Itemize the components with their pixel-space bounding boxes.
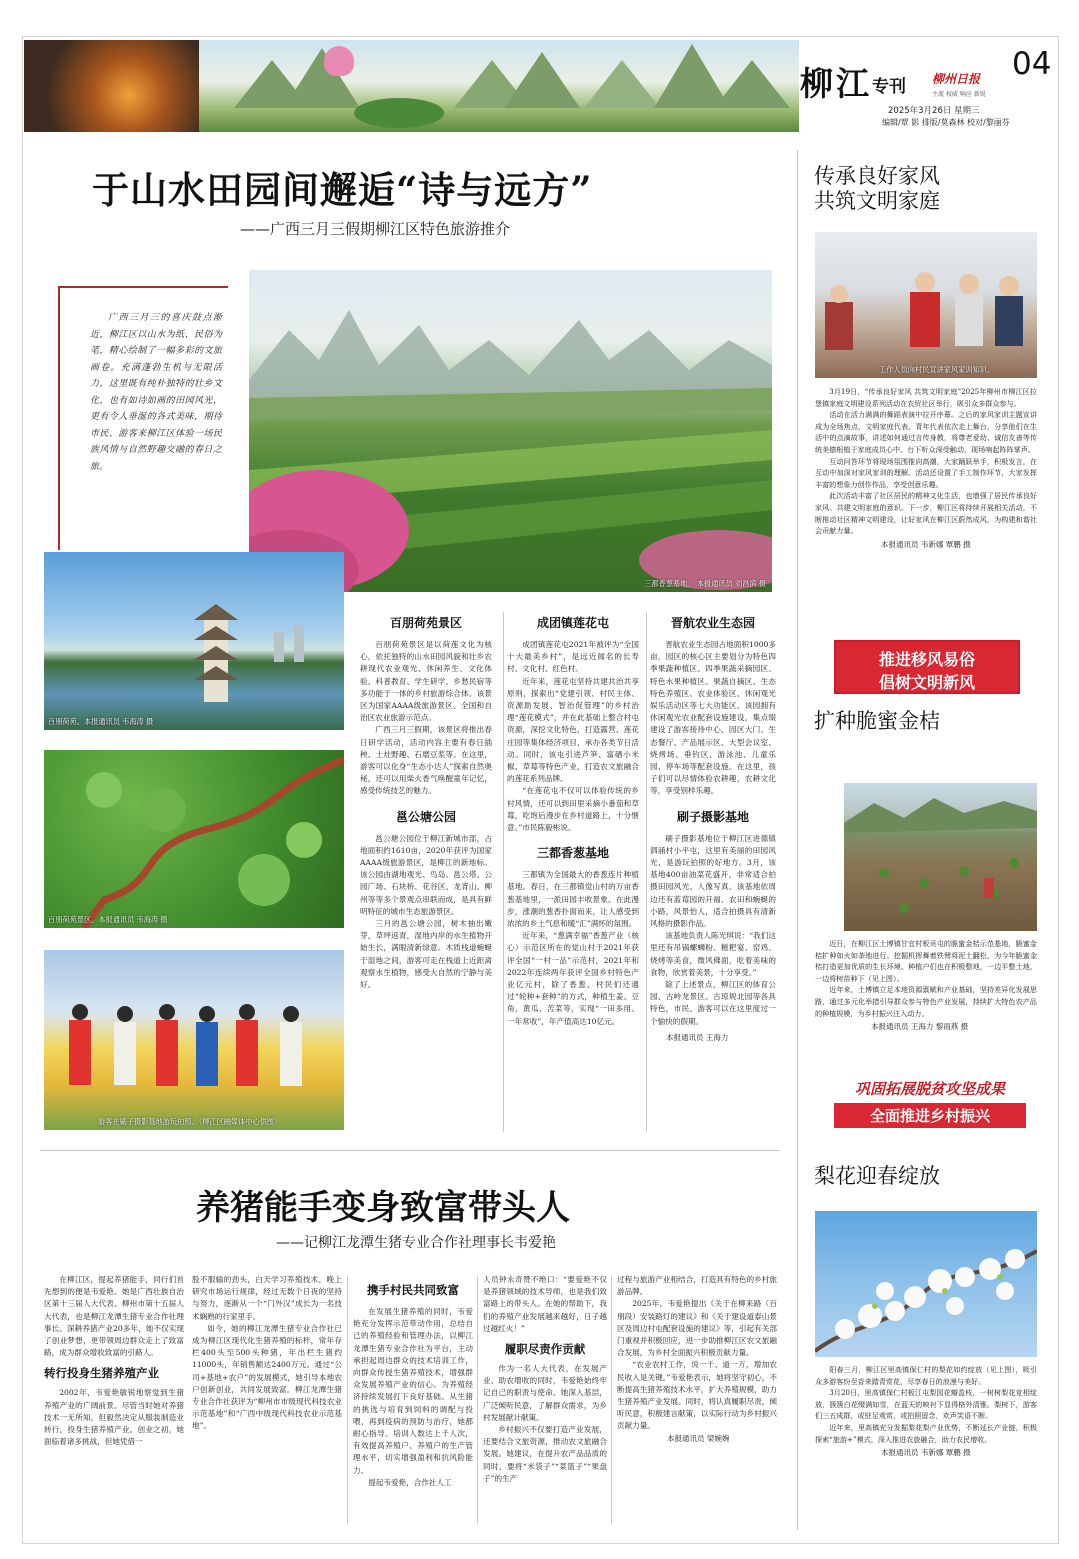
- sidebar-s1-text: [815, 386, 1037, 550]
- pig-section-title-2: 携手村民共同致富: [367, 1283, 459, 1297]
- section-title-yonggongtang: 邕公塘公园: [395, 809, 456, 824]
- section-text: 三都镇为全国最大的香葱连片种植基地。春日，在三都镇觉山村的万亩香葱基地里，一派田园丰收景象。在此漫步，涨潮的葱香扑面而来，让人感受到浓浓的乡土气息和暖“汇”满怀的氛围。: [507, 870, 639, 929]
- photo-family-lecture: [815, 232, 1037, 378]
- pig-column-4: [483, 1274, 607, 1485]
- pig-text: 提起韦爱艳，合作社人工: [368, 1477, 452, 1487]
- section-text: 邕公塘公园位于柳江新城市部，占地面积约1610亩，2020年获评为国家AAAA级旅游景区，是柳江的新地标。该公园由湖地观光、鸟岛、邕公塔、公园广场、石块桥、花谷区、龙背山、柳州等等多个景观点串联而成，是具有鲜明特征的城市生态旅游景区。: [360, 833, 492, 916]
- sidebar-title-3: 梨花迎春绽放: [814, 1164, 940, 1188]
- masthead: [800, 40, 1057, 132]
- badge1-line1: 推进移风易俗: [878, 650, 975, 669]
- section-title-lianhua: 成团镇莲花屯: [536, 616, 609, 630]
- section-title-bailang: 百朋荷苑景区: [389, 616, 462, 630]
- section-column-c: [650, 614, 776, 1043]
- section-text: 刷子摄影基地位于柳江区进德镇泗涌村小平屯，这里有美丽的田园风光，是游玩拍照的好地方。3月，该基地400亩油菜花盛开，非常适合拍摄田园风光、人像写真。该基地依周边还有蓝莓园的开福、农田和蜿蜒的小路，风景怡人，适合拍摄具有清新风格的摄影作品。: [650, 833, 776, 929]
- welding-photo: [24, 40, 199, 132]
- s1-byline: 本报通讯员 韦新娜 覃鹏 摄: [881, 539, 971, 549]
- feature-title: 于山水田园间邂逅“诗与远方”: [92, 168, 593, 212]
- s3-text: 阳春三月，柳江区里高镇保仁村的梨花如约绽放（见上图），吸引众多游客纷至沓来踏青赏花，尽享春日的浪漫与美好。: [815, 1365, 1037, 1386]
- pig-text: 过程与旅游产业相结合，打造具有特色的乡村旅游品牌。: [617, 1275, 777, 1297]
- pig-story-title: 养猪能手变身致富带头人: [196, 1188, 570, 1228]
- pig-section-title-1: 转行投身生猪养殖产业: [44, 1366, 159, 1381]
- photo3-caption: 游客在刷子摄影基地游玩拍照。（柳江区融媒体中心供图）: [98, 1117, 282, 1126]
- lotus-leaf-icon: [354, 98, 444, 128]
- section-title-jinhang: 晋航农业生态园: [670, 616, 755, 630]
- s3-text: 3月20日，里高镇保仁村板江屯梨园花瓣盈枝，一树树梨花竞相绽放，簇簇白花缀满如雪，在蓝天的映衬下显得格外清雅。梨树下，游客们三五成群，或驻足观赏，或拍照留念，欢声笑语不断。: [815, 1388, 1037, 1421]
- section-text: 三月的邕公塘公园，树木抽出嫩芽，草坪返青，湿地内岸的水生植物开始生长，满眼清新绿意。木质栈道蜿蜒于湿地之间，游客可走在栈道上近距离观察水生植物，感受大自然的宁静与美好。: [360, 919, 492, 990]
- pig-text: 2025年，韦爱艳提出《关于在柳来路（百朋段）安装路灯的建议》和《关于建设道泰山景区及周边村屯配套设施的建议》等，引起有关部门重视并积极回应，进一步助推柳江区农文旅融合发展，为乡村全面振兴积极贡献力量。: [617, 1299, 777, 1358]
- section-column-a: [360, 614, 492, 991]
- lotus-flower-icon: [324, 46, 354, 76]
- section-text: 除了上述景点，柳江区的体育公园、古岭龙景区、古琼规北园等各具特色，市民、游客可以在这里度过一个愉快的假期。: [650, 980, 776, 1026]
- main-photo-fields: [249, 270, 772, 592]
- badge2-line2: 全面推进乡村振兴: [834, 1103, 1026, 1128]
- badge1-line2: 倡树文明新风: [878, 673, 975, 692]
- sidebar-title-1b: 共筑文明家庭: [814, 189, 940, 213]
- badge-rural-revitalization: [834, 1078, 1026, 1130]
- header-banner: [24, 40, 799, 132]
- feature-subtitle: ——广西三月三假期柳江区特色旅游推介: [240, 220, 511, 238]
- s3-byline: 本报通讯员 韦新娜 覃鹏 摄: [881, 1448, 971, 1458]
- section-text: 近年来，“葱满幸福”香葱产业（核心）示范区所在的觉山村于2021年获评全国“一村一品”示范村，2021年和2022年连续两年获评全国乡村特色产业亿元村，除了香葱，村民们还通过“轮种+套种”的方式，种植生姜、豆角、黄瓜、苦菜等，实现“一田多用、一年常收”，年产值高达10亿元。: [507, 931, 639, 1026]
- section-text: 成团镇莲花屯2021年被评为“全国十大最美乡村”，是远近闻名的长寿村、文化村、红色村。: [507, 640, 639, 674]
- section-text: “在莲花屯不仅可以体验传统的乡村风情，还可以到田里采摘小番茄和草莓，吃饱后漫步在乡村道路上，十分惬意。”市民陈毅彬说。: [507, 786, 639, 833]
- section-text: 该基地负责人陈光琪说：“我们这里还有吊锅螺蛳粉、糍粑宴、窑鸡、烧烤等美食，微风佛面，吃着美味的食物，欣赏着美景，十分享受。”: [650, 931, 776, 977]
- sidebar-s3-text: [815, 1364, 1037, 1458]
- badge2-line1: 巩固拓展脱贫攻坚成果: [854, 1080, 1005, 1098]
- pig-text: 如今，她的柳江龙潭生猪专业合作社已成为柳江区现代化生猪养殖的标杆，常年存栏400头至500头种猪，年出栏生猪约11000头，年销售额达2400万元。通过“公司+基地+农户”的发展模式，她引导本地农户创新创业，共同发展致富。柳江龙潭生猪专业合作社获评为“柳州市市级现代科技农业示范基地”和“广西中级现代科技农业示范基地”。: [192, 1323, 342, 1431]
- photo-lotus-walkway: [44, 750, 344, 928]
- pig-column-1: [44, 1274, 184, 1448]
- section-text: 百朋荷苑景区是以荷莲文化为核心，依托独特的山水田园风貌和壮乡农耕现代农业观光、休闲养生、文化体验、科普教育、学生研学、乡愁民宿等多功能于一体的乡村旅游综合体。该景区为国家AAAA级旅游景区、全国和自治区农业旅游示范点。: [360, 640, 492, 723]
- pig-byline: 本报通讯员 梁婉婉: [667, 1433, 730, 1443]
- pig-column-3: [353, 1282, 473, 1489]
- date-line: 2025年3月26日 星期三: [888, 106, 980, 116]
- pig-story-subtitle: ——记柳江龙潭生猪专业合作社理事长韦爱艳: [276, 1235, 556, 1251]
- pig-text: 2002年，韦爱艳敏锐地察觉到生猪养殖产业的广阔前景。尽管当时她对养猪技术一无所知，但毅然决定从服装制造业转行，投身生猪养殖产业。创业之初，她面临着诸多挑战，但她凭借一: [44, 1388, 184, 1447]
- intro-text: 广西三月三的喜庆鼓点渐近，柳江区以山水为纸、民俗为笔，精心绘制了一幅多彩的文旅画卷。充满蓬勃生机与无限活力，这里既有纯朴独特的壮乡文化，也有如诗如画的田园风光，更有令人垂涎的各式美味，期待市民、游客来柳江区体验一场民族风情与自然野趣交融的春日之旅。: [90, 313, 222, 472]
- section-column-b: [507, 614, 639, 1028]
- section-text: 近年来，莲花屯坚持共建共治共享原则，探索出“党建引领、村民主体、资源助发展、智治促管理”的乡村治理“莲花模式”，并在此基础上整合村屯资源，深挖文化特色，打造露营、莲花庄园等集体经济项目，承办各类节日活动。同时，该屯引进芦笋、富硒小米椒、草莓等特色产业，打造农文旅融合的莲花系列品牌。: [507, 676, 639, 784]
- feature-byline: 本报通讯员 王海力: [666, 1032, 729, 1042]
- s3-text: 近年来，里高镇充分发掘梨花梨产业优势，不断延长产业链，积极探索“旅游+”模式，深入推进农旅融合，助力农民增收。: [815, 1422, 1037, 1444]
- section-text: 广西三月三假期，该景区将推出春日研学活动，活动内容主要有春日插秧、土灶野趣、石磨豆浆等。在这里，游客可以化身“生态小达人”探索自然奥秘，还可以用柴火香气唤醒童年记忆，感受传统技艺的魅力。: [360, 725, 492, 796]
- s1-text: 互动问答环节将现场氛围推向高潮，大家踊跃举手，积极发言，在互动中加深对家风家训的理解。活动还设置了手工制作环节，大家发挥丰富的想象力创作作品，享受创意乐趣。: [815, 456, 1037, 489]
- s2-text: 近日，在柳江区土博镇甘宜村板贡屯的脆蜜金桔示范基地，脆蜜金桔扩种如火如荼地进行。挖掘机挥舞着铁臂将泥土翻松，为今年脆蜜金桔打造更加优质的生长环境。种植户们也在积极整地，一边平整土地，一边将树苗种下（见上图）。: [815, 939, 1037, 983]
- pig-text: 在发展生猪养殖的同时，韦爱艳充分发挥示范带动作用，总结自己的养殖经验和管理办法，以柳江龙潭生猪专业合作社为平台，主动承担起周边群众的技术培训工作，向群众传授生猪养殖技术，增强群众发展养殖产业的信心。为养殖经济持续发展打下良好基础。从生猪的挑选与培育到饲料的调配与投喂，再到疫病的预防与治疗，她都耐心指导。培训人数达上千人次，有效提高养殖户、养殖户的生产管理水平，切实增强盈利和抗风险能力。: [353, 1307, 473, 1475]
- photo-pagoda-park: [44, 552, 344, 730]
- photo-kumquat-planting: [844, 783, 1037, 931]
- masthead-brand: 柳江: [800, 64, 872, 103]
- section-title-sandu: 三都香葱基地: [536, 846, 609, 861]
- badge-customs: [834, 640, 1020, 694]
- s1-photo-caption: 工作人员向村民宣讲家风家训知识。: [879, 365, 995, 374]
- pig-text: 乡村振兴不仅要打造产业发展，还要结合文旅资源，推动农文旅融合发展。她建议，在提升农产品品质的同时，要将“米袋子”“菜篮子”“果盘子”的生产: [483, 1425, 607, 1483]
- photo-folk-dancers: [44, 950, 344, 1130]
- page-number: 04: [1012, 46, 1052, 82]
- editor-line: 编辑/覃 影 排版/莫森林 校对/黎丽芬: [882, 118, 1010, 127]
- sidebar-title-2: 扩种脆蜜金桔: [814, 709, 940, 733]
- photo-pear-blossom: [815, 1211, 1037, 1357]
- pig-text: 作为一名人大代表，在发展产业、助农增收的同时，韦爱艳始终牢记自己的职责与使命。她深入基层，广泛倾听民意，了解群众需求，为乡村发展献计献策。: [483, 1364, 607, 1422]
- pig-text: “农业农村工作，说一千、道一万，增加农民收入是关键。”韦爱艳表示，她将坚守初心，不断提高生猪养殖技术水平，扩大养殖规模，助力生猪养殖产业发展。同时，将认真履职尽责，倾听民意，积极建言献策，以实际行动为乡村振兴贡献力量。: [617, 1360, 777, 1431]
- sidebar-title-1a: 传承良好家风: [814, 164, 940, 188]
- s1-text: 此次活动丰富了社区居民的精神文化生活，也增强了居民传承良好家风、共建文明家庭的意识。下一步，柳江区将持续开展相关活动，不断推动社区精神文明建设，让好家风在柳江区蔚然成风，为构建和谐社会贡献力量。: [815, 491, 1037, 536]
- intro-box: [58, 286, 228, 550]
- photo2-caption: 百朋荷苑景区。本报通讯员 韦海涛 摄: [48, 915, 168, 924]
- pig-text: 人员钟永奇赞不绝口：“要爱艳不仅是养猪领域的技术导师，也是我们致富路上的带头人。在她的帮助下，我们的养殖产业发展越来越好，日子越过越红火！”: [483, 1275, 607, 1333]
- pig-column-2: [192, 1274, 342, 1433]
- paper-name-logo: 柳州日报: [932, 72, 981, 86]
- pig-text: 在柳江区，提起养猪能手，同行们首先想到的便是韦爱艳。她是广西壮族自治区第十三届人大代表、柳州市第十五届人大代表，也是柳江龙潭生猪专业合作社理事长。深耕养猪产业20多年，她不仅实现了创业梦想，更带领周边群众走上了致富路，成为群众增收致富的引路人。: [44, 1275, 184, 1358]
- paper-slogan: 主流 权威 响应 新锐: [932, 91, 986, 98]
- sidebar-s2-text: [815, 938, 1037, 1032]
- pig-column-5: [617, 1274, 777, 1444]
- section-text: 晋航农业生态园占地面积1000多亩，园区的核心区主要划分为特色四季果蔬种植区、四季果蔬采摘园区、特色水果种植区、果蔬自摘区、生态特色养殖区、农业体验区、休闲观光娱乐活动区等七大功能区。该园拥有休闲观光农业配套设施建设，集点缀建设了游客接待中心、园区大门、生态餐厅、产品展示区、大型会议室、烧烤场、垂钓区、游泳池、儿童乐园、停车场等配套设施。在这里，孩子们可以尽情体验农耕趣，农耕文化等，享受别样乐趣。: [650, 640, 776, 796]
- main-photo-caption: 三都香葱基地。 本报通讯员 刘昌滨 摄: [644, 579, 766, 588]
- pig-section-title-3: 履职尽责作贡献: [504, 1342, 586, 1357]
- photo1-caption: 百朋荷苑。本报通讯员 韦海涛 摄: [48, 717, 154, 726]
- pig-text: 股不服输的劲头，白天学习养殖技术，晚上研究市场运行规律，经过无数个日夜的坚持与努力，逐渐从一个“门外汉”成长为一名技术娴熟的行家里手。: [192, 1275, 342, 1321]
- s2-byline: 本报通讯员 王海力 黎雨燕 摄: [871, 1022, 969, 1032]
- s1-text: 活动在活力满满的舞蹈表演中拉开序幕。之后的家风家训主题宣讲成为全场焦点，文明家庭代表、青年代表依次走上舞台，分享他们在生活中的点滴故事，讲述如何通过言传身教，将尊老爱幼、诚信友善等传统美德根植于家庭成员心中。台下听众深受触动，现场响起阵阵掌声。: [815, 410, 1037, 454]
- s1-text: 3月19日，“传承良好家风 共筑文明家庭”2025年柳州市柳江区拉堡镇家庭文明建设系列活动在农贸社区举行，吸引众多群众参与。: [815, 387, 1037, 408]
- s2-text: 近年来，土博镇立足本地资源禀赋和产业基础，坚持差异化发展思路，通过多元化举措引导群众参与特色产业发展，持续扩大特色农产品的种植规模，为乡村振兴注入动力。: [815, 985, 1037, 1018]
- masthead-suffix: 专刊: [872, 77, 906, 97]
- section-title-shuazi: 刷子摄影基地: [676, 809, 749, 824]
